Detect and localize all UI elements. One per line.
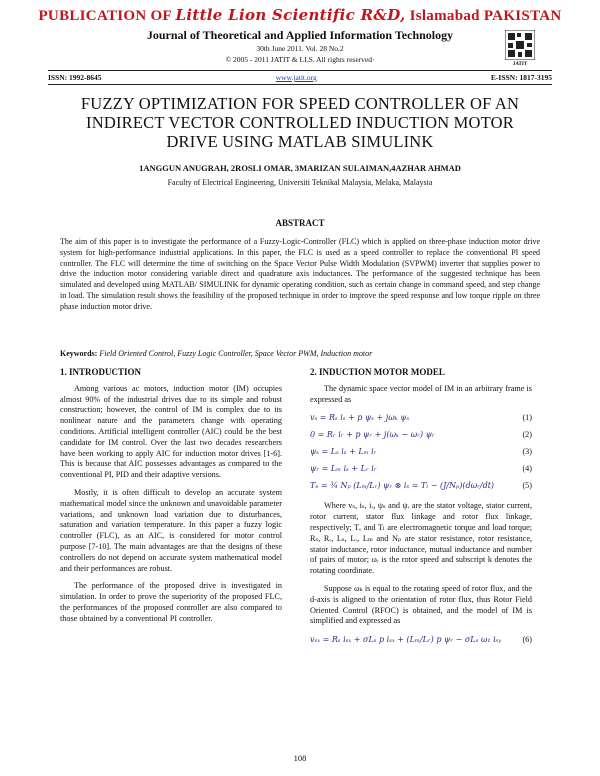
section-heading-motor-model: 2. INDUCTION MOTOR MODEL (310, 367, 445, 377)
equation-row (310, 480, 532, 492)
issn-row (48, 73, 552, 82)
eissn: E-ISSN: 1817-3195 (490, 73, 552, 82)
equation: vₛ = Rₛ iₛ + p ψₛ + jωₖ ψₛ (310, 412, 410, 422)
equation-row (310, 463, 532, 475)
affiliation: Faculty of Electrical Engineering, Universiti Teknikal Malaysia, Melaka, Malaysia (167, 178, 433, 187)
equation-row (310, 446, 532, 458)
equation: 0 = Rᵣ iᵣ + p ψᵣ + j(ωₖ − ωᵣ) ψᵣ (310, 429, 435, 439)
equation-number: (2) (522, 429, 532, 439)
logo-caption: JATIT (512, 62, 528, 67)
keywords-text: Field Oriented Control, Fuzzy Logic Controller, Space Vector PWM, Induction motor (99, 349, 373, 358)
equation-number: (4) (522, 463, 532, 473)
rfoc-paragraph: Suppose ωₖ is equal to the rotating speed of rotor flux, and the d-axis is aligned to the orientation of rotor flux, thus Rotor Field Oriented Control (RFOC) is obtained, and the model of IM is simplified and expressed as (310, 583, 532, 626)
section-heading-introduction: 1. INTRODUCTION (60, 367, 142, 377)
model-intro: The dynamic space vector model of IM in an arbitrary frame is expressed as (310, 383, 532, 404)
journal-title: Journal of Theoretical and Applied Information Technology (146, 28, 454, 42)
page-number: 108 (293, 753, 307, 763)
header-rule-bottom (48, 84, 552, 85)
keywords (60, 349, 540, 358)
variable-definitions: Where vₛ, iₛ, iᵣ, ψₛ and ψᵣ are the stator voltage, stator current, rotor current, stator flux linkage and rotor flux linkage, respectively; Tₑ and Tₗ are electromagnetic torque and load torque; Rₛ, Rᵣ, Lₛ, Lᵣ, Lₘ and Nₚ are stator resistance, rotor resistance, stator inductance, rotor inductance, mutual inductance and number of pairs of motor; ωᵣ is the rotor speed and subscript k denotes the rotating coordinate. (310, 501, 532, 576)
intro-paragraph: Among various ac motors, induction motor (IM) occupies almost 90% of the industrial drives due to its simple and robust construction; however, the control of IM is complex due to its nonlinear nature and the parameters change with operating conditions. Artificial intelligent controller (AIC) could be the best candidate for IM control. Over the last two decades researchers have been working to apply AIC for induction motor drives [1-6]. This is because that AIC possesses advantages as compared to the conventional PI, PID and their adaptive versions. (60, 383, 282, 480)
right-column (310, 367, 532, 651)
issn: ISSN: 1992-8645 (48, 73, 102, 82)
intro-paragraph: Mostly, it is often difficult to develop an accurate system mathematical model since the unknown and unavoidable parameter variations, and unknown load variation due to disturbances, saturation and variation temperature. In this paper a fuzzy logic controller (FLC), as an AIC, is considered for motor control purpose [7-10]. The main advantages are that the designs of these controllers do not depend on accurate system mathematical model and their performances are robust. (60, 487, 282, 573)
intro-paragraph: The performance of the proposed drive is investigated in simulation. In order to prove the superiority of the proposed FLC, the performances of the proposed controller are also compared to those obtained by a conventional PI controller. (60, 581, 282, 623)
journal-url-link[interactable]: www.jatit.org (275, 73, 317, 82)
paper-title: FUZZY OPTIMIZATION FOR SPEED CONTROLLER OF AN INDIRECT VECTOR CONTROLLED INDUCTION MOTOR DRIVE USING MATLAB SIMULINK (80, 94, 520, 151)
abstract-text: The aim of this paper is to investigate the performance of a Fuzzy-Logic-Controller (FLC) which is applied on three-phase induction motor drive system for high-performance industrial applications. In this paper, the FLC is used as a speed controller to replace the conventional PI speed controller. The FLC will determine the time of switching on the Space Vector Pulse Width Modulation (SVPWM) inverter that supplies power to drive the induction motor considering variable direct and quadrature axis inductances. The performance of the suggested technique has been simulated and developed using MATLAB/ SIMULINK for dynamic operating condition, such as certain change in command speed, and step change in load. The simulation result shows the feasibility of the proposed technique in order to improve the speed response and low torque ripple on three phase induction motor drive. (60, 237, 540, 311)
equation-number: (3) (522, 446, 532, 456)
equation: Tₑ = ¾ Nₚ (Lₘ/Lᵣ) ψᵣ ⊗ iₛ = Tₗ − (J/Nₚ)(dωᵣ/dt) (310, 480, 495, 490)
equation-number: (1) (522, 412, 532, 422)
equation-row (310, 412, 532, 424)
abstract-heading: ABSTRACT (275, 218, 325, 228)
equation-number: (6) (522, 634, 532, 644)
publication-banner (0, 6, 600, 25)
equation: ψₛ = Lₛ iₛ + Lₘ iᵣ (310, 446, 377, 456)
journal-logo (505, 30, 535, 60)
header-rule-top (48, 70, 552, 71)
journal-volume: 30th June 2011. Vol. 28 No.2 (256, 44, 344, 53)
left-column (60, 367, 282, 632)
publisher-location: Islamabad PAKISTAN (409, 8, 562, 24)
keywords-label: Keywords: (60, 349, 98, 358)
equation-number: (5) (522, 480, 532, 490)
publication-prefix: PUBLICATION OF (38, 8, 172, 24)
equation: ψᵣ = Lₘ iₛ + Lᵣ iᵣ (310, 463, 377, 473)
equation: vₛₓ = Rₛ iₛₓ + σLₛ p iₛₓ + (Lₘ/Lᵣ) p ψᵣ − σLₛ ω₁ iₛᵧ (310, 634, 502, 644)
authors: 1ANGGUN ANUGRAH, 2ROSLI OMAR, 3MARIZAN SULAIMAN,4AZHAR AHMAD (139, 163, 461, 173)
journal-copyright: © 2005 - 2011 JATIT & LLS. All rights reserved· (225, 55, 375, 64)
equation-row (310, 429, 532, 441)
equation-row (310, 634, 532, 646)
publisher-name: Little Lion Scientific R&D, (175, 6, 406, 24)
